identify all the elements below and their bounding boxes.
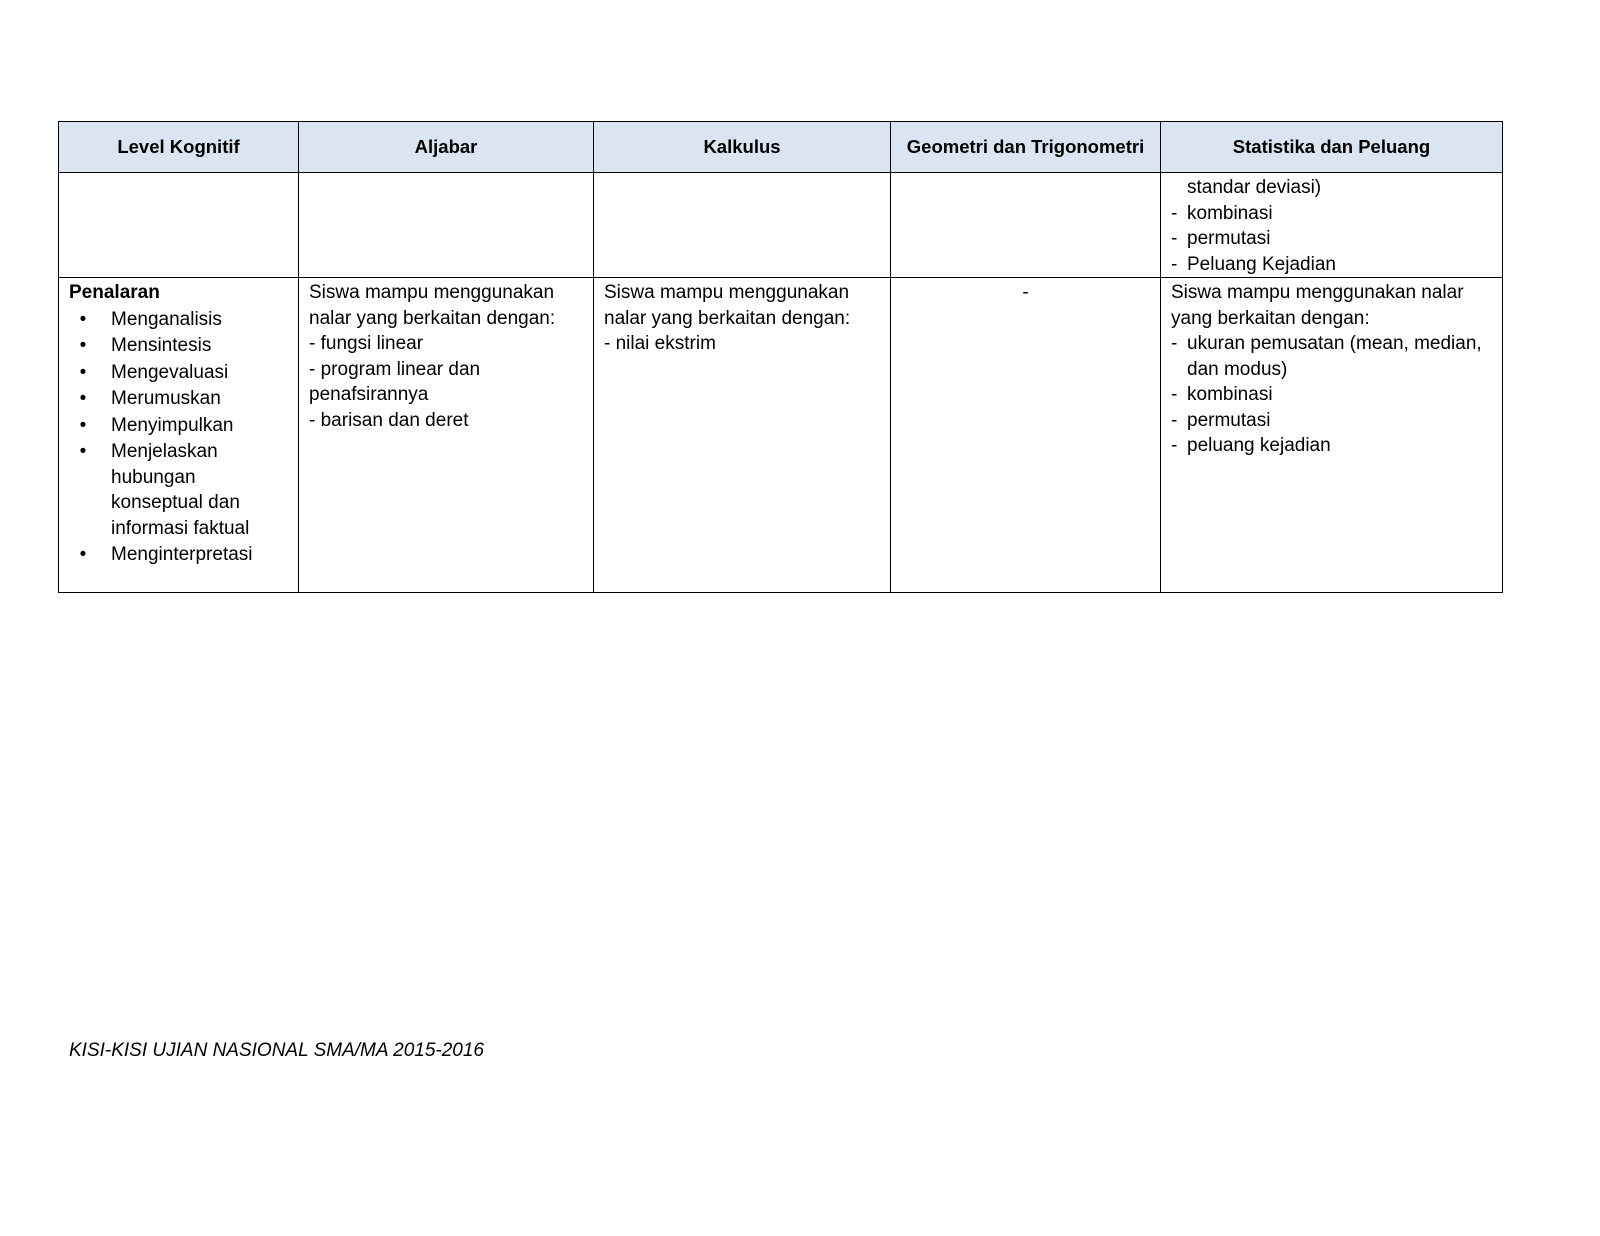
table-header-row [59, 122, 1503, 173]
bullet-marker: • [79, 441, 87, 462]
bullet-marker: • [79, 335, 87, 356]
cell-empty [59, 173, 299, 278]
list-item: - kombinasi [1171, 382, 1494, 408]
header-level-kognitif: Level Kognitif [59, 122, 299, 173]
level-title: Penalaran [69, 282, 160, 303]
bullet-marker: • [79, 544, 87, 565]
header-aljabar: Aljabar [299, 122, 594, 173]
dash-marker: - [1171, 253, 1178, 275]
list-item: - permutasi [1171, 226, 1494, 252]
list-item: • Merumuskan [69, 386, 290, 412]
header-kalkulus: Kalkulus [594, 122, 891, 173]
list-item: • Menginterpretasi [69, 542, 290, 568]
list-item: - ukuran pemusatan (mean, median, dan modus) [1171, 331, 1494, 382]
bullet-list [69, 307, 290, 568]
dash-marker: - [1171, 435, 1178, 456]
list-item: - fungsi linear [309, 333, 424, 354]
cell-empty [594, 173, 891, 278]
list-item: • Menganalisis [69, 307, 290, 333]
dash-marker: - [1171, 409, 1178, 431]
cell-aljabar-penalaran [299, 278, 594, 593]
continuation-line: standar deviasi) [1187, 177, 1322, 198]
list-item: • Mengevaluasi [69, 360, 290, 386]
list-item: - nilai ekstrim [604, 333, 716, 354]
kisi-kisi-table [58, 121, 1503, 593]
cell-geometri-penalaran [891, 278, 1161, 593]
table-row-continuation [59, 173, 1503, 278]
list-item: - barisan dan deret [309, 409, 469, 431]
cell-statistika-continuation [1161, 173, 1503, 278]
list-item: - permutasi [1171, 408, 1494, 434]
empty-marker: - [1022, 282, 1029, 303]
kalkulus-intro: Siswa mampu menggunakan nalar yang berkaitan dengan: [604, 282, 851, 329]
dash-marker: - [1171, 333, 1178, 354]
list-item: - program linear dan penafsirannya [309, 358, 481, 405]
table-row-penalaran [59, 278, 1503, 593]
header-geometri: Geometri dan Trigonometri [891, 122, 1161, 173]
dash-marker: - [1171, 202, 1178, 224]
dash-marker: - [1171, 228, 1178, 249]
list-item: • Menjelaskan hubungan konseptual dan informasi faktual [69, 439, 290, 541]
aljabar-intro: Siswa mampu menggunakan nalar yang berkaitan dengan: [309, 282, 556, 329]
cell-empty [891, 173, 1161, 278]
list-item: - Peluang Kejadian [1171, 252, 1494, 278]
bullet-marker: • [79, 308, 87, 330]
cell-level-penalaran [59, 278, 299, 593]
bullet-marker: • [79, 388, 87, 409]
dash-marker: - [1171, 384, 1178, 405]
page-footer: KISI-KISI UJIAN NASIONAL SMA/MA 2015-2016 [69, 1040, 484, 1061]
list-item: • Menyimpulkan [69, 413, 290, 439]
header-statistika: Statistika dan Peluang [1161, 122, 1503, 173]
list-item: - peluang kejadian [1171, 433, 1494, 459]
statistika-intro: Siswa mampu menggunakan nalar yang berkaitan dengan: [1171, 282, 1464, 329]
bullet-marker: • [79, 361, 87, 383]
bullet-marker: • [79, 414, 87, 436]
cell-empty [299, 173, 594, 278]
list-item: • Mensintesis [69, 333, 290, 359]
list-item: - kombinasi [1171, 201, 1494, 227]
cell-kalkulus-penalaran [594, 278, 891, 593]
cell-statistika-penalaran [1161, 278, 1503, 593]
